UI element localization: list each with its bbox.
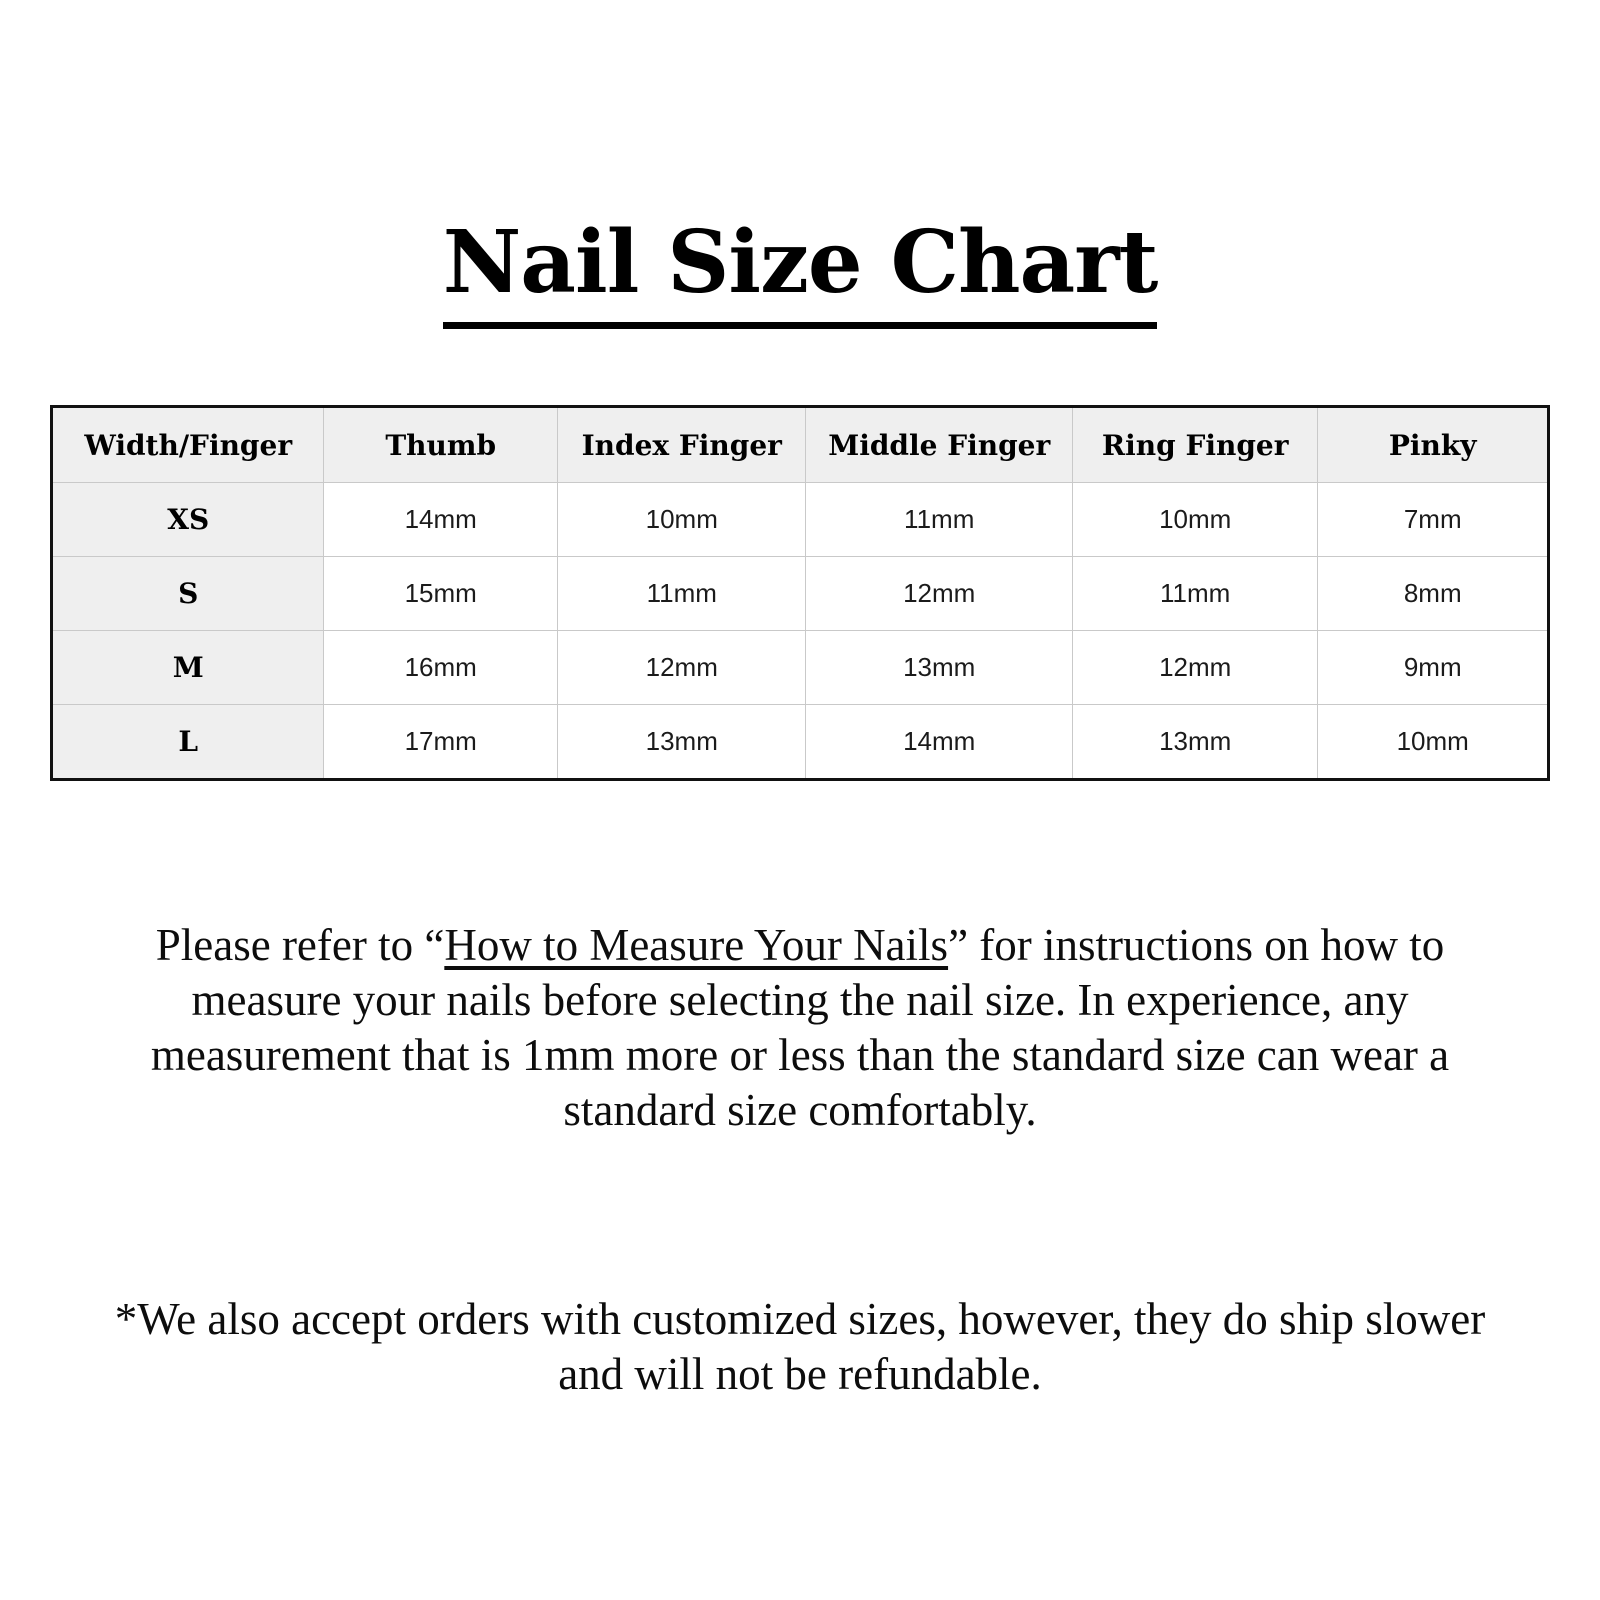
note-measure-instructions <box>100 918 1500 1138</box>
column-header-thumb: Thumb <box>324 407 558 483</box>
column-header-width-finger: Width/Finger <box>52 407 324 483</box>
table-row <box>52 631 1549 705</box>
table-body <box>52 483 1549 780</box>
column-header-ring-finger: Ring Finger <box>1072 407 1318 483</box>
cell-pinky: 9mm <box>1318 631 1549 705</box>
page-title: Nail Size Chart <box>443 218 1158 329</box>
cell-index-finger: 13mm <box>557 705 806 780</box>
nail-size-table <box>50 405 1550 781</box>
column-header-pinky: Pinky <box>1318 407 1549 483</box>
cell-thumb: 16mm <box>324 631 558 705</box>
cell-index-finger: 11mm <box>557 557 806 631</box>
table-header-row <box>52 407 1549 483</box>
row-header-size: S <box>52 557 324 631</box>
cell-pinky: 10mm <box>1318 705 1549 780</box>
cell-index-finger: 12mm <box>557 631 806 705</box>
column-header-index-finger: Index Finger <box>557 407 806 483</box>
cell-index-finger: 10mm <box>557 483 806 557</box>
cell-thumb: 15mm <box>324 557 558 631</box>
row-header-size: L <box>52 705 324 780</box>
notes-section <box>100 781 1500 1401</box>
how-to-measure-link[interactable]: How to Measure Your Nails <box>444 920 949 971</box>
row-header-size: XS <box>52 483 324 557</box>
cell-middle-finger: 12mm <box>806 557 1072 631</box>
size-table-container <box>50 405 1550 781</box>
table-header <box>52 407 1549 483</box>
table-row <box>52 483 1549 557</box>
cell-middle-finger: 11mm <box>806 483 1072 557</box>
note-text-part1: Please refer to “ <box>155 920 445 971</box>
cell-thumb: 17mm <box>324 705 558 780</box>
cell-middle-finger: 14mm <box>806 705 1072 780</box>
table-row <box>52 705 1549 780</box>
cell-ring-finger: 10mm <box>1072 483 1318 557</box>
notes-spacer <box>100 1183 1500 1247</box>
cell-pinky: 7mm <box>1318 483 1549 557</box>
note-custom-orders: *We also accept orders with customized sizes, however, they do ship slower and will not be refundable. <box>114 1293 1486 1399</box>
cell-thumb: 14mm <box>324 483 558 557</box>
page-title-container <box>0 0 1600 329</box>
cell-ring-finger: 12mm <box>1072 631 1318 705</box>
row-header-size: M <box>52 631 324 705</box>
cell-ring-finger: 11mm <box>1072 557 1318 631</box>
cell-ring-finger: 13mm <box>1072 705 1318 780</box>
column-header-middle-finger: Middle Finger <box>806 407 1072 483</box>
cell-pinky: 8mm <box>1318 557 1549 631</box>
note-text-part2: ” for instructions on how to measure your nails before selecting the nail size. In experience, any measurement that is 1mm more or less than the standard size can wear a standard size comfortably. <box>150 920 1450 1135</box>
table-row <box>52 557 1549 631</box>
cell-middle-finger: 13mm <box>806 631 1072 705</box>
